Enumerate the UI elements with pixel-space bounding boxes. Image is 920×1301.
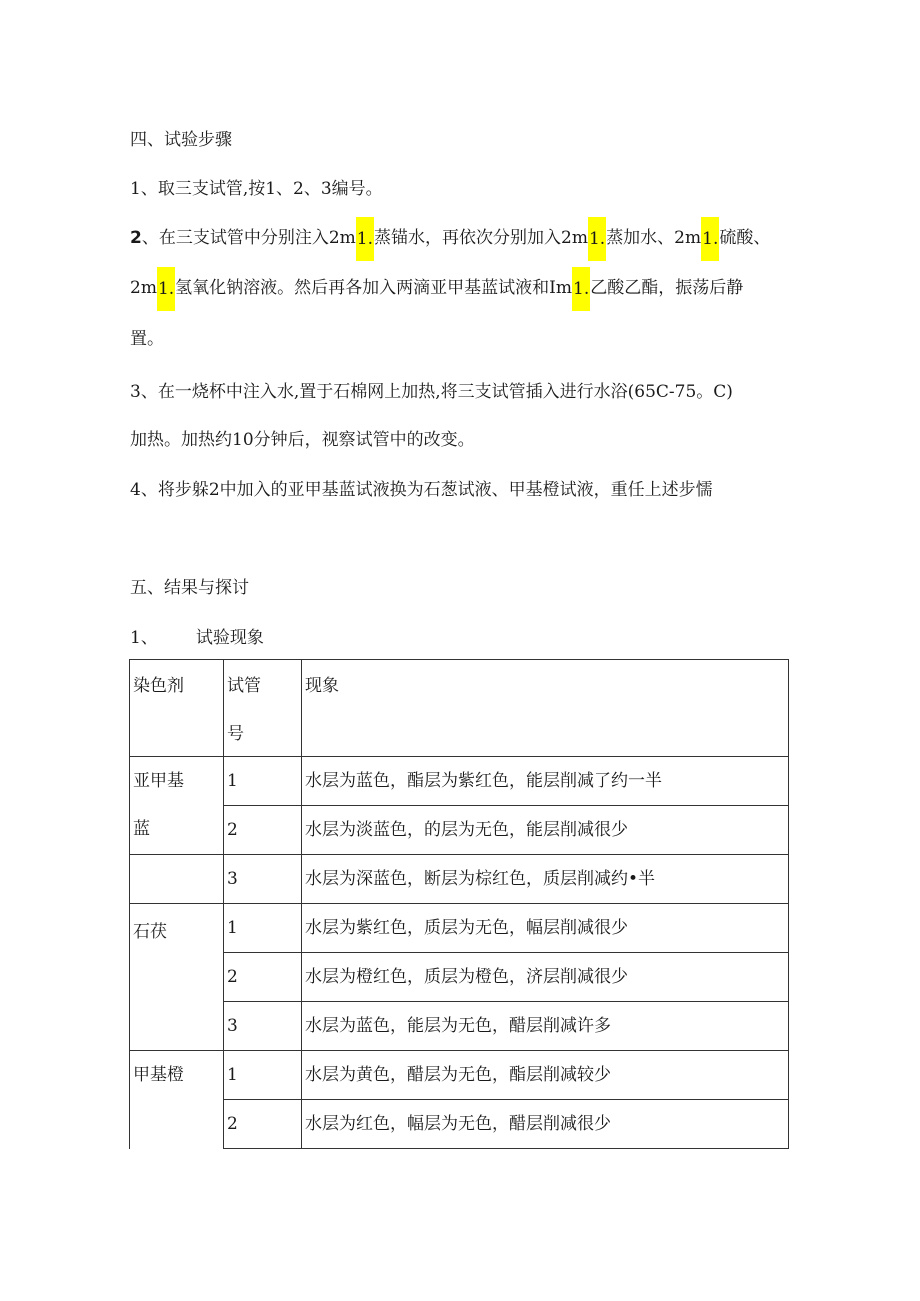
tube-cell: 3 <box>224 1002 302 1051</box>
table-row <box>130 855 789 904</box>
phenomenon-cell: 水层为黄色，醋层为无色，酯层削减较少 <box>302 1051 789 1100</box>
subsection-1 <box>130 626 264 650</box>
dye-cell-methylene-blue <box>130 757 224 855</box>
phenomenon-cell: 水层为深蓝色，断层为棕红色，质层削减约•半 <box>302 855 789 904</box>
subsection-1-title: 试验现象 <box>195 628 264 648</box>
step-3-line-1: 3、在一烧杯中注入水,置于石棉网上加热,将三支试管插入进行水浴(65C-75。C) <box>130 382 733 402</box>
tube-cell: 2 <box>224 1100 302 1149</box>
header-phenomenon: 现象 <box>302 660 789 757</box>
tube-cell: 1 <box>224 757 302 806</box>
step-3-line-2: 加热。加热约10分钟后，视察试管中的改变。 <box>130 430 475 450</box>
section5-heading: 五、结果与探讨 <box>130 578 249 598</box>
step-2-text-b: 蒸锚水，再依次分别加入2m <box>374 228 588 248</box>
step-2-text-f: 氢氧化钠溶液。然后再各加入两滴亚甲基蓝试液和Im <box>175 278 573 298</box>
phenomenon-cell: 水层为淡蓝色，的层为无色，能层削减很少 <box>302 806 789 855</box>
table-header-row <box>130 660 789 757</box>
step-2-text-d: 硫酸、 <box>719 228 771 248</box>
table-row <box>130 806 789 855</box>
section4-heading: 四、试验步骤 <box>130 130 232 150</box>
table-row <box>130 757 789 806</box>
phenomenon-cell: 水层为紫红色，质层为无色，幅层削减很少 <box>302 904 789 953</box>
dye-cell-litmus: 石茯 <box>130 904 224 1051</box>
subsection-1-number: 1、 <box>130 628 158 648</box>
header-dye: 染色剂 <box>130 660 224 757</box>
highlight-ml-3: 1. <box>701 217 719 261</box>
highlight-ml-1: 1. <box>356 217 374 261</box>
table-row <box>130 953 789 1002</box>
observation-table <box>129 659 789 1149</box>
tube-cell: 1 <box>224 904 302 953</box>
header-tube <box>224 660 302 757</box>
table-row <box>130 1002 789 1051</box>
highlight-ml-5: 1. <box>572 267 590 311</box>
header-tube-b: 号 <box>227 724 244 744</box>
step-2-text-c: 蒸加水、2m <box>606 228 702 248</box>
dye-methylene-blue-a: 亚甲基 <box>133 771 184 791</box>
phenomenon-cell: 水层为蓝色，能层为无色，醋层削减许多 <box>302 1002 789 1051</box>
tube-cell: 2 <box>224 953 302 1002</box>
table-row <box>130 1100 789 1149</box>
header-tube-a: 试管 <box>227 676 261 696</box>
dye-cell-empty <box>130 855 224 904</box>
table-row <box>130 1051 789 1100</box>
step-2-text-g: 乙酸乙酯，振荡后静 <box>590 278 744 298</box>
step-1: 1、取三支试管,按1、2、3编号。 <box>130 179 383 199</box>
step-2-text-e: 2m <box>130 278 157 298</box>
highlight-ml-4: 1. <box>157 267 175 311</box>
dye-methylene-blue-b: 蓝 <box>133 819 150 839</box>
phenomenon-cell: 水层为橙红色，质层为橙色，济层削减很少 <box>302 953 789 1002</box>
tube-cell: 2 <box>224 806 302 855</box>
phenomenon-cell: 水层为蓝色，酯层为紫红色，能层削减了约一半 <box>302 757 789 806</box>
highlight-ml-2: 1. <box>588 217 606 261</box>
phenomenon-cell: 水层为红色，幅层为无色，醋层削减很少 <box>302 1100 789 1149</box>
tube-cell: 1 <box>224 1051 302 1100</box>
step-2-line-2 <box>130 266 743 311</box>
step-4: 4、将步躲2中加入的亚甲基蓝试液换为石葱试液、甲基橙试液，重任上述步懦 <box>130 480 713 500</box>
step-2-line-3: 置。 <box>130 329 164 349</box>
step-2-text-a: 、在三支试管中分别注入2m <box>141 228 356 248</box>
dye-cell-methyl-orange: 甲基橙 <box>130 1051 224 1149</box>
tube-cell: 3 <box>224 855 302 904</box>
step-2-number: 2 <box>130 228 142 248</box>
step-2-line-1 <box>130 216 770 261</box>
table-row <box>130 904 789 953</box>
